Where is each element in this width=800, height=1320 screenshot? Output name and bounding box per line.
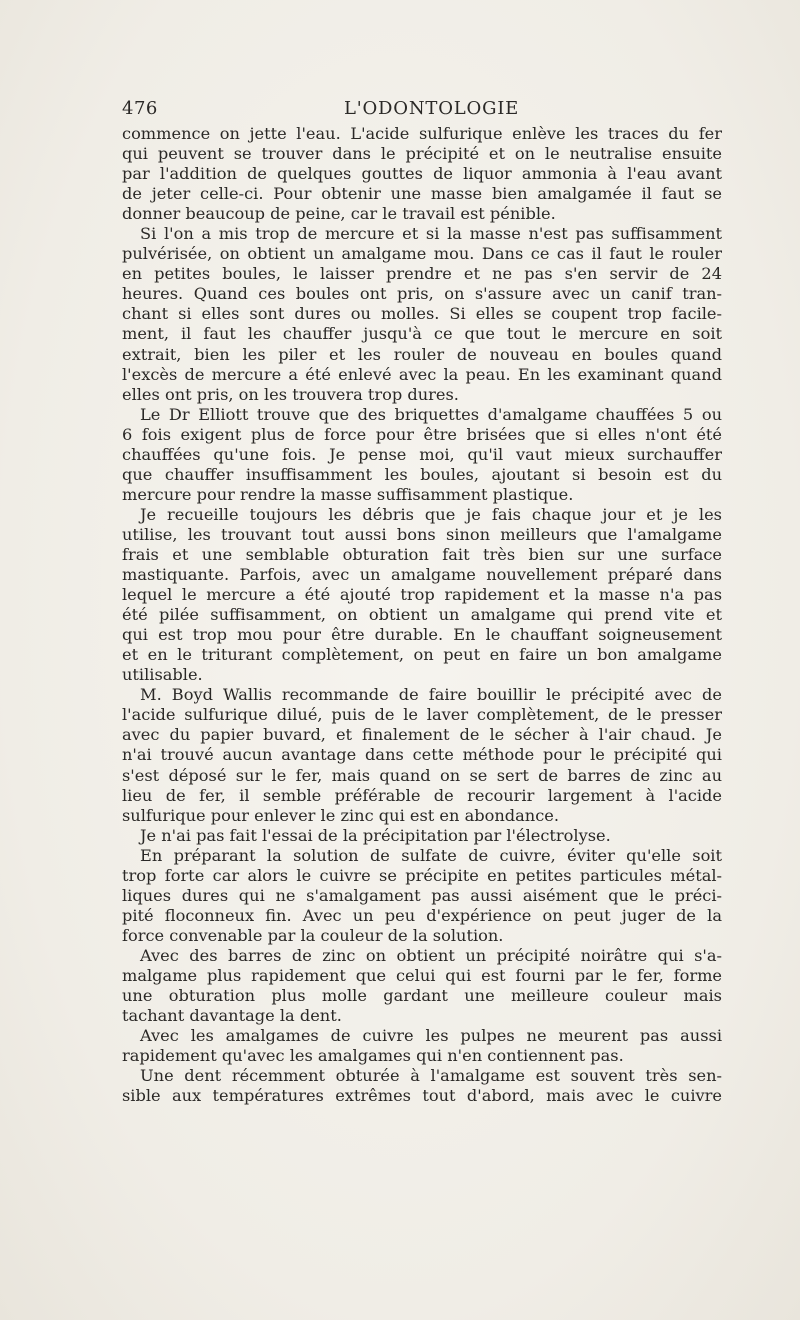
- text-line: donner beaucoup de peine, car le travail est pénible.: [122, 204, 556, 224]
- text-line: utilise, les trouvant tout aussi bons sinon meilleurs que l'amalgame: [122, 524, 722, 544]
- text-line: ment, il faut les chauffer jusqu'à ce que tout le mercure en soit: [122, 324, 722, 344]
- text-line: n'ai trouvé aucun avantage dans cette méthode pour le précipité qui: [122, 745, 722, 765]
- text-line: extrait, bien les piler et les rouler de nouveau en boules quand: [122, 344, 722, 364]
- text-line: chant si elles sont dures ou molles. Si elles se coupent trop facile-: [122, 304, 722, 324]
- text-line: 6 fois exigent plus de force pour être brisées que si elles n'ont été: [122, 424, 722, 444]
- text-line: frais et une semblable obturation fait très bien sur une surface: [122, 544, 722, 564]
- page-header: [122, 98, 722, 126]
- text-line: l'excès de mercure a été enlevé avec la peau. En les examinant quand: [122, 364, 722, 384]
- text-line: Avec les amalgames de cuivre les pulpes ne meurent pas aussi: [140, 1026, 722, 1046]
- text-line: l'acide sulfurique dilué, puis de le laver complètement, de le presser: [122, 705, 722, 725]
- text-line: lieu de fer, il semble préférable de recourir largement à l'acide: [122, 785, 722, 805]
- text-line: rapidement qu'avec les amalgames qui n'en contiennent pas.: [122, 1046, 624, 1066]
- text-line: Je recueille toujours les débris que je fais chaque jour et je les: [140, 504, 722, 524]
- text-line: mastiquante. Parfois, avec un amalgame nouvellement préparé dans: [122, 565, 722, 585]
- text-line: force convenable par la couleur de la solution.: [122, 925, 504, 945]
- text-line: utilisable.: [122, 665, 203, 685]
- text-line: qui est trop mou pour être durable. En le chauffant soigneusement: [122, 625, 722, 645]
- text-line: et en le triturant complètement, on peut en faire un bon amalgame: [122, 645, 722, 665]
- text-line: pité floconneux fin. Avec un peu d'expérience on peut juger de la: [122, 905, 722, 925]
- text-line: M. Boyd Wallis recommande de faire bouillir le précipité avec de: [140, 685, 722, 705]
- text-line: que chauffer insuffisamment les boules, ajoutant si besoin est du: [122, 464, 722, 484]
- text-line: Avec des barres de zinc on obtient un précipité noirâtre qui s'a-: [140, 945, 722, 965]
- text-line: par l'addition de quelques gouttes de liquor ammonia à l'eau avant: [122, 164, 722, 184]
- text-line: commence on jette l'eau. L'acide sulfurique enlève les traces du fer: [122, 124, 722, 143]
- text-line: pulvérisée, on obtient un amalgame mou. Dans ce cas il faut le rouler: [122, 244, 722, 264]
- text-line: liques dures qui ne s'amalgament pas aussi aisément que le préci-: [122, 885, 722, 905]
- text-line: Je n'ai pas fait l'essai de la précipitation par l'électrolyse.: [140, 825, 611, 845]
- text-line: lequel le mercure a été ajouté trop rapidement et la masse n'a pas: [122, 585, 722, 605]
- body-text: [122, 124, 722, 1106]
- text-line: une obturation plus molle gardant une meilleure couleur mais: [122, 986, 722, 1006]
- text-line: avec du papier buvard, et finalement de le sécher à l'air chaud. Je: [122, 725, 722, 745]
- text-line: Si l'on a mis trop de mercure et si la masse n'est pas suffisamment: [140, 224, 722, 244]
- text-line: de jeter celle-ci. Pour obtenir une masse bien amalgamée il faut se: [122, 184, 722, 204]
- text-line: été pilée suffisamment, on obtient un amalgame qui prend vite et: [122, 605, 722, 625]
- text-line: heures. Quand ces boules ont pris, on s'assure avec un canif tran-: [122, 284, 722, 304]
- text-line: chauffées qu'une fois. Je pense moi, qu'il vaut mieux surchauffer: [122, 444, 722, 464]
- running-title: L'ODONTOLOGIE: [344, 98, 520, 119]
- text-line: Le Dr Elliott trouve que des briquettes d'amalgame chauffées 5 ou: [140, 404, 722, 424]
- text-line: Une dent récemment obturée à l'amalgame est souvent très sen-: [140, 1066, 722, 1086]
- text-line: sulfurique pour enlever le zinc qui est en abondance.: [122, 805, 559, 825]
- text-line: s'est déposé sur le fer, mais quand on se sert de barres de zinc au: [122, 765, 722, 785]
- text-line: qui peuvent se trouver dans le précipité et on le neutralise ensuite: [122, 144, 722, 164]
- text-line: en petites boules, le laisser prendre et ne pas s'en servir de 24: [122, 264, 722, 284]
- text-line: trop forte car alors le cuivre se précipite en petites particules métal-: [122, 865, 722, 885]
- text-line: mercure pour rendre la masse suffisamment plastique.: [122, 484, 574, 504]
- text-line: tachant davantage la dent.: [122, 1006, 342, 1026]
- text-line: malgame plus rapidement que celui qui est fourni par le fer, forme: [122, 965, 722, 985]
- text-line: En préparant la solution de sulfate de cuivre, éviter qu'elle soit: [140, 845, 722, 865]
- text-line: sible aux températures extrêmes tout d'abord, mais avec le cuivre: [122, 1086, 722, 1106]
- text-line: elles ont pris, on les trouvera trop dures.: [122, 384, 459, 404]
- page-number: 476: [122, 98, 158, 119]
